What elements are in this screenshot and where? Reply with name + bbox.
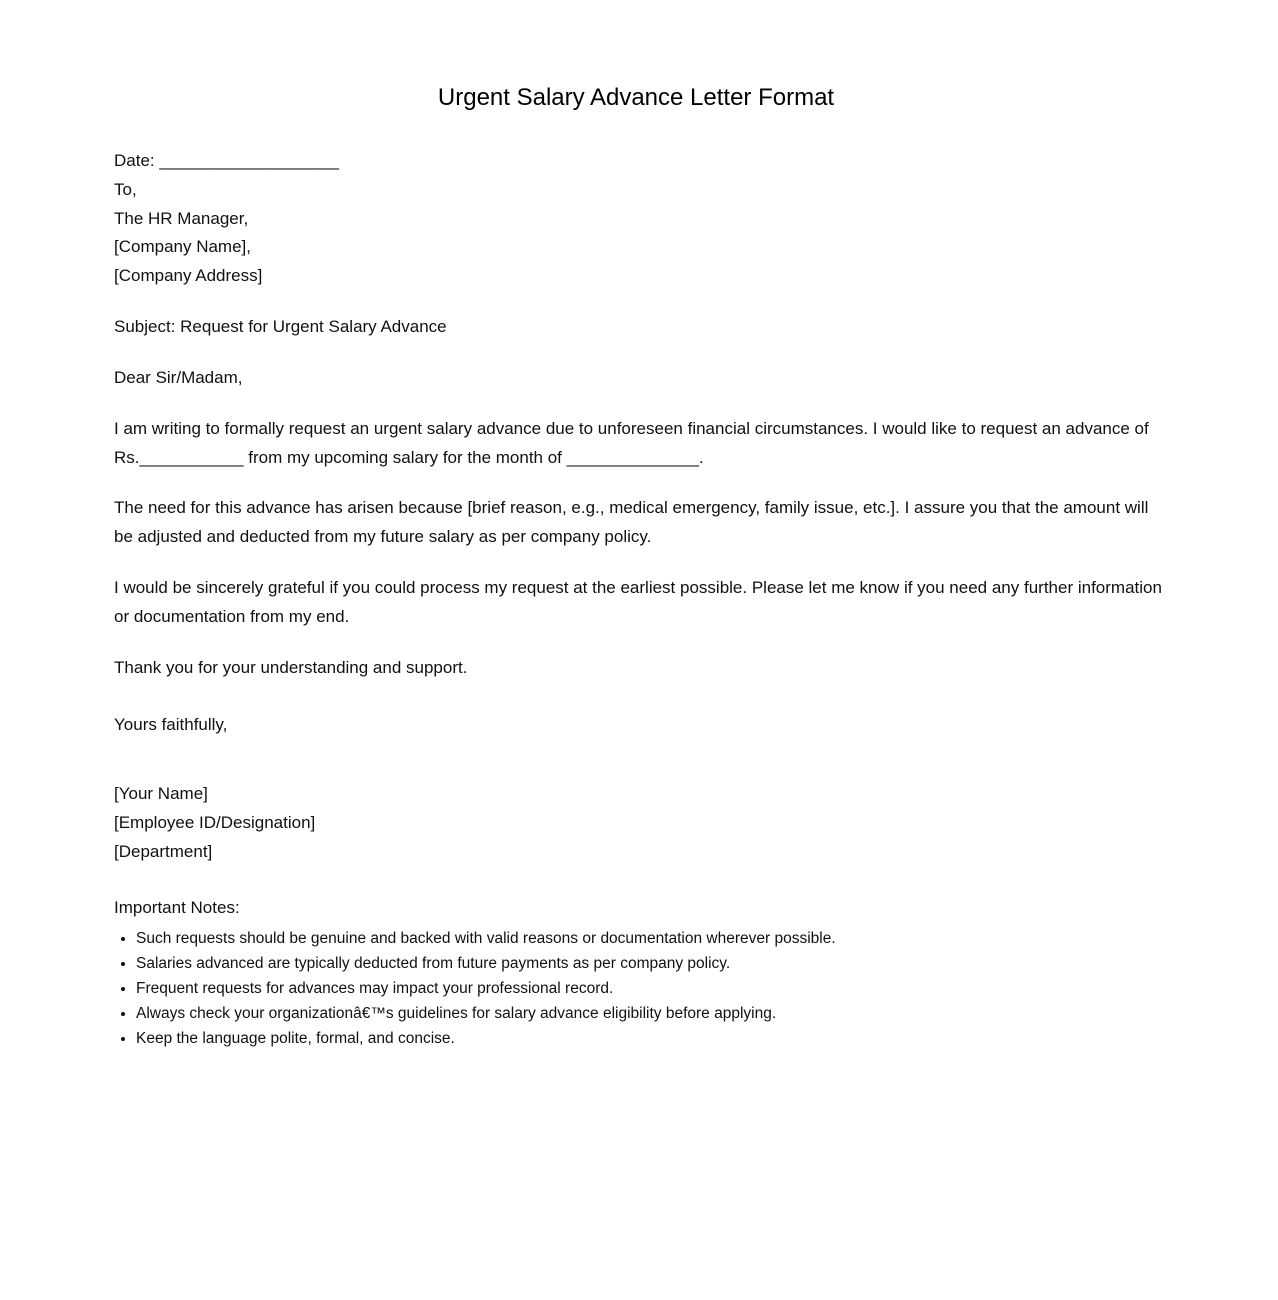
body-paragraph: I would be sincerely grateful if you could process my request at the earliest possible. Please let me know if you need any further information or documentation from my end.: [114, 578, 1162, 626]
list-item: • Such requests should be genuine and backed with valid reasons or documentation wherever possible.: [136, 926, 836, 951]
notes-heading: Important Notes:: [114, 898, 240, 917]
to-line: To,: [114, 180, 137, 199]
body-paragraph: Thank you for your understanding and support.: [114, 658, 468, 677]
list-item: • Frequent requests for advances may impact your professional record.: [136, 976, 836, 1001]
company-address-line: [Company Address]: [114, 266, 263, 285]
recipient-line: The HR Manager,: [114, 209, 249, 228]
salutation: Dear Sir/Madam,: [114, 368, 243, 387]
subject-line: Subject: Request for Urgent Salary Advance: [114, 317, 447, 336]
page-title: Urgent Salary Advance Letter Format: [437, 84, 835, 111]
date-line: Date: ___________________: [114, 151, 339, 170]
list-item: • Salaries advanced are typically deducted from future payments as per company policy.: [136, 951, 836, 976]
body-paragraph: The need for this advance has arisen because [brief reason, e.g., medical emergency, family issue, etc.]. I assure you that the amount will be adjusted and deducted from my future salary as per company policy.: [114, 498, 1149, 546]
list-item: • Keep the language polite, formal, and concise.: [136, 1026, 836, 1051]
closing: Yours faithfully,: [114, 715, 228, 734]
signature-employee-id: [Employee ID/Designation]: [114, 813, 316, 832]
signature-name: [Your Name]: [114, 784, 208, 803]
company-name-line: [Company Name],: [114, 237, 251, 256]
notes-list: [114, 926, 836, 1051]
signature-department: [Department]: [114, 842, 213, 861]
list-item: • Always check your organizationâ€™s guidelines for salary advance eligibility before applying.: [136, 1001, 836, 1026]
body-paragraph: I am writing to formally request an urgent salary advance due to unforeseen financial circumstances. I would like to request an advance of Rs.___________ from my upcoming salary for the month of ______________.: [114, 419, 1149, 467]
